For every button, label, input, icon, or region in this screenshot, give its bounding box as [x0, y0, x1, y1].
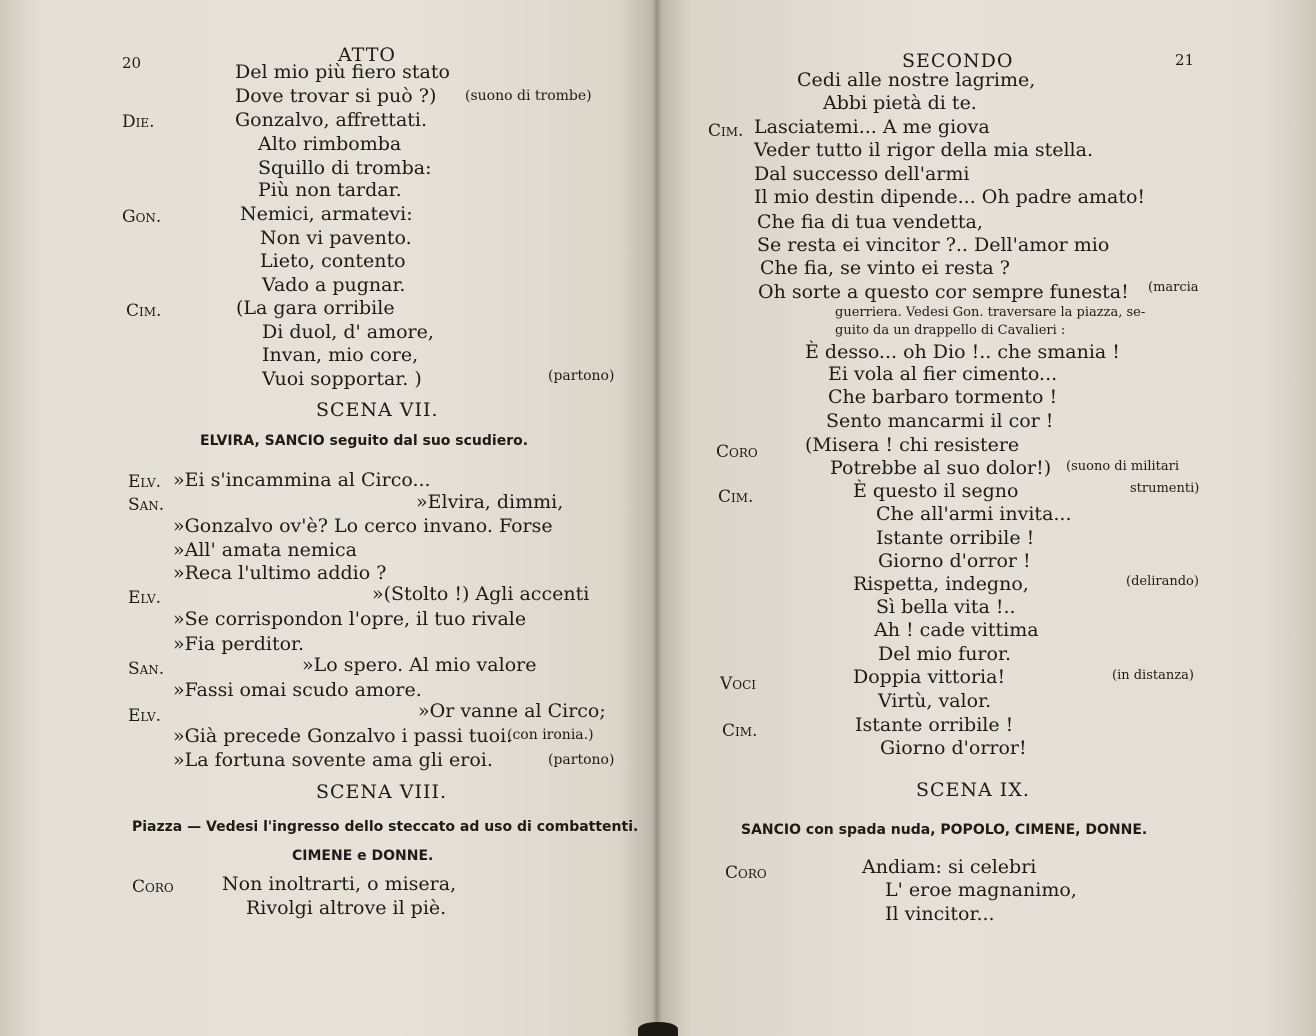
text-line: Che all'armi invita...	[876, 503, 1072, 525]
text-line: Non inoltrarti, o misera,	[222, 873, 457, 895]
text-line: »Or vanne al Circo;	[418, 700, 606, 722]
text-line: Dal successo dell'armi	[754, 163, 970, 185]
text-line: Ah ! cade vittima	[874, 619, 1039, 641]
page-number: 20	[122, 54, 142, 72]
text-line: (Misera ! chi resistere	[805, 434, 1020, 456]
text-line: Giorno d'orror !	[878, 550, 1031, 572]
binding-shadow	[638, 1022, 678, 1036]
text-line: »(Stolto !) Agli accenti	[372, 583, 590, 605]
text-line: Veder tutto il rigor della mia stella.	[754, 139, 1093, 161]
text-line: Istante orribile !	[876, 527, 1035, 549]
text-line: »Fia perditor.	[173, 633, 305, 655]
text-line: Il vincitor...	[885, 903, 995, 925]
text-line: (in distanza)	[1112, 668, 1194, 683]
text-line: Squillo di tromba:	[258, 157, 432, 179]
text-line: Del mio più fiero stato	[235, 61, 450, 83]
text-line: L' eroe magnanimo,	[885, 879, 1077, 901]
text-line: »All' amata nemica	[173, 539, 357, 561]
text-line: Vado a pugnar.	[262, 274, 406, 296]
text-line: (delirando)	[1126, 574, 1199, 589]
text-line: SCENA VIII.	[316, 781, 448, 803]
page-number: 21	[1175, 51, 1195, 69]
left-page	[0, 0, 657, 1036]
text-line: Voci	[720, 674, 757, 694]
text-line: Di duol, d' amore,	[262, 321, 434, 343]
text-line: Die.	[122, 112, 155, 132]
text-line: Abbi pietà di te.	[823, 92, 977, 114]
text-line: guerriera. Vedesi Gon. traversare la piazza, se-	[835, 305, 1146, 320]
text-line: Più non tardar.	[258, 179, 402, 201]
text-line: Che fia di tua vendetta,	[757, 211, 983, 233]
text-line: Cim.	[708, 121, 744, 141]
book-gutter	[652, 0, 662, 1036]
text-line: ELVIRA, SANCIO seguito dal suo scudiero.	[200, 433, 529, 449]
text-line: È questo il segno	[853, 480, 1019, 502]
text-line: Alto rimbomba	[258, 133, 402, 155]
text-line: Sento mancarmi il cor !	[826, 410, 1054, 432]
text-line: Invan, mio core,	[262, 344, 419, 366]
text-line: (con ironia.)	[507, 727, 594, 743]
text-line: CIMENE e DONNE.	[292, 848, 434, 864]
text-line: Che barbaro tormento !	[828, 386, 1058, 408]
text-line: (partono)	[548, 752, 615, 768]
text-line: (La gara orribile	[236, 297, 395, 319]
text-line: Non vi pavento.	[260, 227, 412, 249]
text-line: guito da un drappello di Cavalieri :	[835, 323, 1066, 338]
right-page	[657, 0, 1316, 1036]
text-line: Cim.	[718, 487, 754, 507]
text-line: Doppia vittoria!	[853, 666, 1006, 688]
text-line: »Reca l'ultimo addio ?	[173, 562, 387, 584]
text-line: Giorno d'orror!	[880, 737, 1027, 759]
text-line: Nemici, armatevi:	[240, 203, 413, 225]
text-line: Del mio furor.	[878, 643, 1011, 665]
text-line: Gon.	[122, 207, 162, 227]
text-line: (suono di militari	[1066, 459, 1180, 474]
text-line: Gonzalvo, affrettati.	[235, 109, 428, 131]
text-line: San.	[128, 495, 165, 515]
text-line: »Fassi omai scudo amore.	[173, 679, 422, 701]
text-line: »Gonzalvo ov'è? Lo cerco invano. Forse	[173, 515, 553, 537]
text-line: Vuoi sopportar. )	[262, 368, 422, 390]
text-line: Coro	[725, 863, 767, 883]
text-line: San.	[128, 659, 165, 679]
text-line: Piazza — Vedesi l'ingresso dello steccato ad uso di combattenti.	[132, 819, 639, 835]
text-line: SCENA IX.	[916, 779, 1030, 801]
text-line: Oh sorte a questo cor sempre funesta!	[758, 281, 1129, 303]
text-line: Dove trovar si può ?)	[235, 85, 437, 107]
text-line: Cedi alle nostre lagrime,	[797, 69, 1036, 91]
text-line: Ei vola al fier cimento...	[828, 363, 1058, 385]
text-line: SCENA VII.	[316, 399, 439, 421]
text-line: Elv.	[128, 472, 162, 492]
text-line: Rivolgi altrove il piè.	[246, 897, 447, 919]
text-line: »La fortuna sovente ama gli eroi.	[173, 749, 493, 771]
text-line: »Ei s'incammina al Circo...	[173, 469, 431, 491]
text-line: SANCIO con spada nuda, POPOLO, CIMENE, DONNE.	[741, 822, 1148, 838]
text-line: Coro	[132, 877, 174, 897]
text-line: Elv.	[128, 588, 162, 608]
text-line: »Elvira, dimmi,	[416, 491, 564, 513]
running-head: SECONDO	[902, 50, 1014, 72]
text-line: Sì bella vita !..	[876, 596, 1016, 618]
text-line: Rispetta, indegno,	[853, 573, 1029, 595]
text-line: »Lo spero. Al mio valore	[302, 654, 537, 676]
text-line: Lasciatemi... A me giova	[754, 116, 990, 138]
text-line: (partono)	[548, 368, 615, 384]
text-line: Cim.	[722, 721, 758, 741]
text-line: È desso... oh Dio !.. che smania !	[805, 341, 1120, 363]
text-line: Istante orribile !	[855, 714, 1014, 736]
text-line: Che fia, se vinto ei resta ?	[760, 257, 1010, 279]
text-line: Se resta ei vincitor ?.. Dell'amor mio	[757, 234, 1110, 256]
text-line: (marcia	[1148, 280, 1199, 295]
text-line: »Già precede Gonzalvo i passi tuoi.	[173, 725, 513, 747]
running-head: ATTO	[338, 44, 396, 66]
text-line: strumenti)	[1130, 481, 1200, 496]
text-line: Lieto, contento	[260, 250, 406, 272]
text-line: (suono di trombe)	[465, 88, 592, 104]
text-line: Andiam: si celebri	[862, 856, 1037, 878]
text-line: »Se corrispondon l'opre, il tuo rivale	[173, 608, 527, 630]
text-line: Virtù, valor.	[878, 690, 992, 712]
text-line: Cim.	[126, 301, 162, 321]
text-line: Elv.	[128, 706, 162, 726]
text-line: Coro	[716, 442, 758, 462]
text-line: Il mio destin dipende... Oh padre amato!	[754, 186, 1146, 208]
text-line: Potrebbe al suo dolor!)	[830, 457, 1052, 479]
